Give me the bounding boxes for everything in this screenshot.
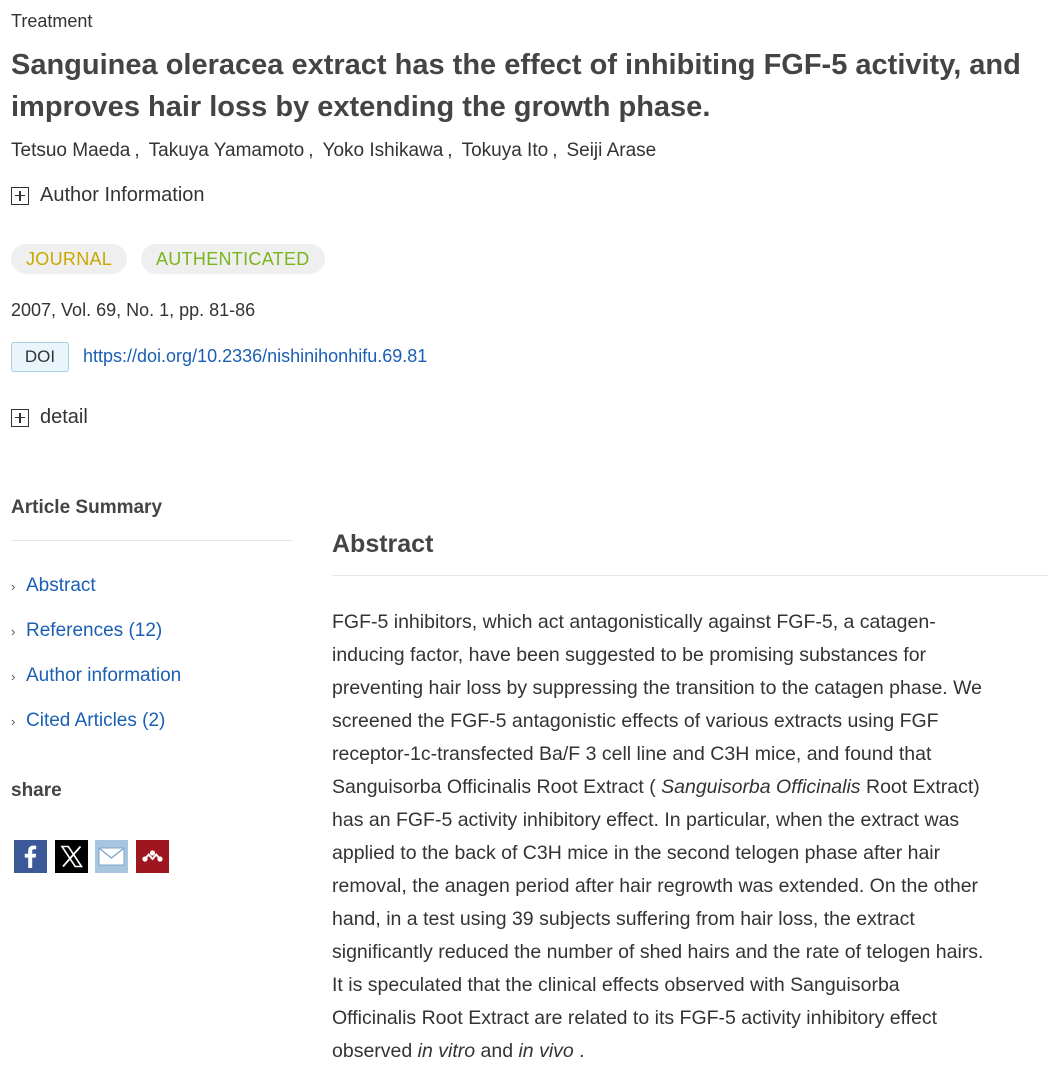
email-share-button[interactable] <box>95 840 128 873</box>
citation-info: 2007, Vol. 69, No. 1, pp. 81-86 <box>11 300 256 320</box>
journal-badge: JOURNAL <box>11 244 127 274</box>
article-category: Treatment <box>11 11 93 31</box>
detail-label: detail <box>40 406 88 428</box>
author-name[interactable]: Takuya Yamamoto <box>148 140 305 161</box>
abstract-italic-term: in vitro <box>417 1040 476 1062</box>
mendeley-share-button[interactable] <box>136 840 169 873</box>
author-separator: , <box>308 140 314 161</box>
abstract-text-segment: . <box>579 1040 585 1062</box>
doi-label: DOI <box>11 342 69 372</box>
author-information-label: Author Information <box>40 184 205 206</box>
abstract-line: preventing hair loss by suppressing the transition to the catagen phase. We <box>332 677 983 699</box>
abstract-line: FGF-5 inhibitors, which act antagonistically against FGF-5, a catagen- <box>332 611 936 633</box>
abstract-italic-term: in vivo <box>518 1040 574 1062</box>
doi-link[interactable]: https://doi.org/10.2336/nishinihonhifu.69.81 <box>83 346 428 366</box>
x-share-button[interactable] <box>55 840 88 873</box>
nav-label: Cited Articles (2) <box>26 710 166 731</box>
abstract-line: Officinalis Root Extract are related to its FGF-5 activity inhibitory effect <box>332 1007 938 1029</box>
facebook-icon <box>14 840 47 873</box>
divider <box>332 575 1048 576</box>
abstract-line: applied to the back of C3H mice in the second telogen phase after hair <box>332 842 941 864</box>
author-name[interactable]: Yoko Ishikawa <box>322 140 444 161</box>
nav-label: Author information <box>26 665 182 686</box>
chevron-right-icon: › <box>11 668 16 684</box>
abstract-line: hand, in a test using 39 subjects suffering from hair loss, the extract <box>332 908 915 930</box>
abstract-text-segment: Root Extract) <box>865 776 980 798</box>
author-list <box>11 140 656 162</box>
nav-author-information[interactable] <box>11 665 181 687</box>
x-icon <box>55 840 88 873</box>
share-heading: share <box>11 780 62 801</box>
abstract-text-segment: observed <box>332 1040 413 1062</box>
article-summary-heading: Article Summary <box>11 497 163 518</box>
nav-label: Abstract <box>26 575 96 596</box>
abstract-line: significantly reduced the number of shed hairs and the rate of telogen hairs. <box>332 941 984 963</box>
nav-cited-articles[interactable] <box>11 710 165 732</box>
plus-icon <box>11 409 29 427</box>
nav-abstract[interactable] <box>11 575 96 597</box>
facebook-share-button[interactable] <box>14 840 47 873</box>
abstract-italic-term: Sanguisorba Officinalis <box>661 776 861 798</box>
abstract-line: It is speculated that the clinical effects observed with Sanguisorba <box>332 974 900 996</box>
author-name[interactable]: Seiji Arase <box>566 140 657 161</box>
nav-label: References (12) <box>26 620 163 641</box>
abstract-line: screened the FGF-5 antagonistic effects of various extracts using FGF <box>332 710 939 732</box>
abstract-line: inducing factor, have been suggested to be promising substances for <box>332 644 927 666</box>
divider <box>11 540 293 541</box>
abstract-text-segment: Sanguisorba Officinalis Root Extract ( <box>332 776 656 798</box>
detail-toggle[interactable] <box>11 406 88 429</box>
mendeley-icon <box>136 840 169 873</box>
abstract-line: removal, the anagen period after hair regrowth was extended. On the other <box>332 875 979 897</box>
chevron-right-icon: › <box>11 578 16 594</box>
abstract-line: has an FGF-5 activity inhibitory effect. In particular, when the extract was <box>332 809 960 831</box>
plus-icon <box>11 187 29 205</box>
author-name[interactable]: Tetsuo Maeda <box>11 140 131 161</box>
abstract-line: receptor-1c-transfected Ba/F 3 cell line and C3H mice, and found that <box>332 743 932 765</box>
nav-references[interactable] <box>11 620 162 642</box>
email-icon <box>95 840 128 873</box>
chevron-right-icon: › <box>11 713 16 729</box>
author-separator: , <box>552 140 558 161</box>
article-title: Sanguinea oleracea extract has the effect of inhibiting FGF-5 activity, and improves hair loss by extending the growth phase. <box>11 49 1021 123</box>
abstract-text-segment: and <box>480 1040 514 1062</box>
author-separator: , <box>134 140 140 161</box>
author-information-toggle[interactable] <box>11 184 205 207</box>
authenticated-badge: AUTHENTICATED <box>141 244 325 274</box>
abstract-line <box>332 771 1048 804</box>
abstract-line <box>332 1035 1048 1068</box>
author-name[interactable]: Tokuya Ito <box>461 140 549 161</box>
abstract-text <box>332 606 1048 1068</box>
chevron-right-icon: › <box>11 623 16 639</box>
abstract-heading: Abstract <box>332 530 434 558</box>
author-separator: , <box>447 140 453 161</box>
